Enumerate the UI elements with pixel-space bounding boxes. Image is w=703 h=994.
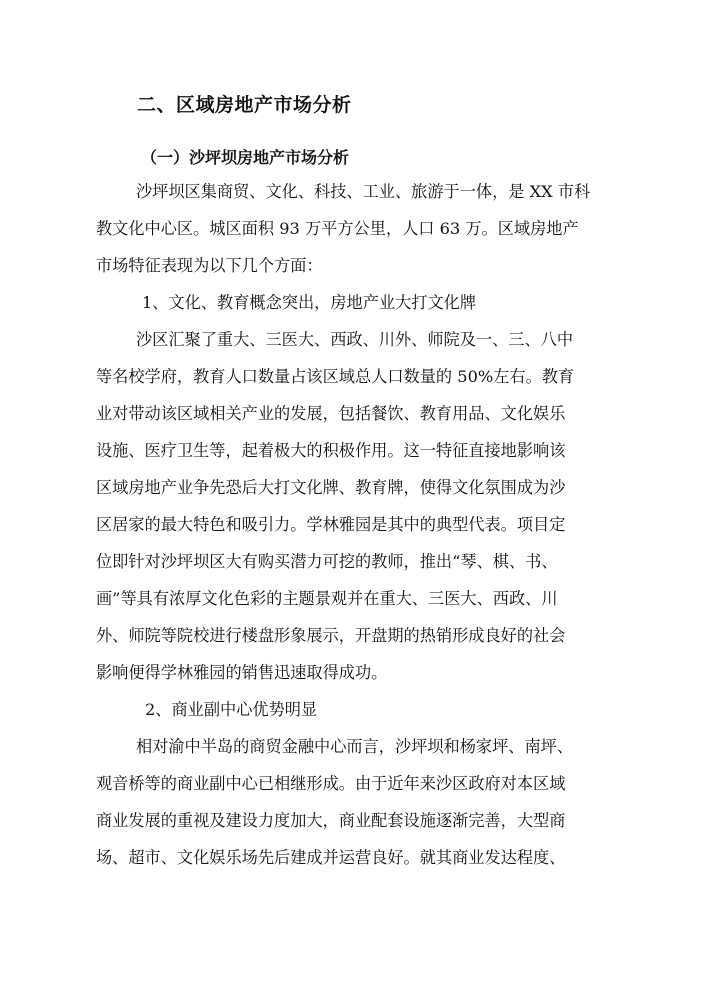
paragraph-line: 区域房地产业争先恐后大打文化牌、教育牌，使得文化氛围成为沙 <box>96 478 566 497</box>
paragraph-line: 观音桥等的商业副中心已相继形成。由于近年来沙区政府对本区域 <box>96 774 566 793</box>
paragraph-line: 画”等具有浓厚文化色彩的主题景观并在重大、三医大、西政、川 <box>96 589 558 608</box>
list-item-heading: 1、文化、教育概念突出，房地产业大打文化牌 <box>142 293 477 312</box>
list-item-heading: 2、商业副中心优势明显 <box>145 700 318 719</box>
paragraph-line: 沙坪坝区集商贸、文化、科技、工业、旅游于一体，是 XX 市科 <box>136 182 591 201</box>
paragraph-line: 市场特征表现为以下几个方面： <box>96 256 323 275</box>
paragraph-line: 位即针对沙坪坝区大有购买潜力可挖的教师，推出“琴、棋、书、 <box>96 552 558 571</box>
paragraph-line: 影响便得学林雅园的销售迅速取得成功。 <box>96 663 388 682</box>
subsection-heading: （一）沙坪坝房地产市场分析 <box>141 148 350 167</box>
section-heading: 二、区域房地产市场分析 <box>137 94 352 116</box>
paragraph-line: 场、超市、文化娱乐场先后建成并运营良好。就其商业发达程度、 <box>96 848 566 867</box>
paragraph-line: 沙区汇聚了重大、三医大、西政、川外、师院及一、三、八中 <box>136 330 574 349</box>
paragraph-line: 区居家的最大特色和吸引力。学林雅园是其中的典型代表。项目定 <box>96 515 566 534</box>
paragraph-line: 设施、医疗卫生等，起着极大的积极作用。这一特征直接地影响该 <box>96 441 566 460</box>
paragraph-line: 业对带动该区域相关产业的发展，包括餐饮、教育用品、文化娱乐 <box>96 404 566 423</box>
paragraph-line: 教文化中心区。城区面积 93 万平方公里，人口 63 万。区域房地产 <box>96 219 579 238</box>
paragraph-line: 等名校学府，教育人口数量占该区域总人口数量的 50%左右。教育 <box>96 367 575 386</box>
paragraph-line: 外、师院等院校进行楼盘形象展示，开盘期的热销形成良好的社会 <box>96 626 566 645</box>
paragraph-line: 相对渝中半岛的商贸金融中心而言，沙坪坝和杨家坪、南坪、 <box>136 737 574 756</box>
paragraph-line: 商业发展的重视及建设力度加大，商业配套设施逐渐完善，大型商 <box>96 811 566 830</box>
